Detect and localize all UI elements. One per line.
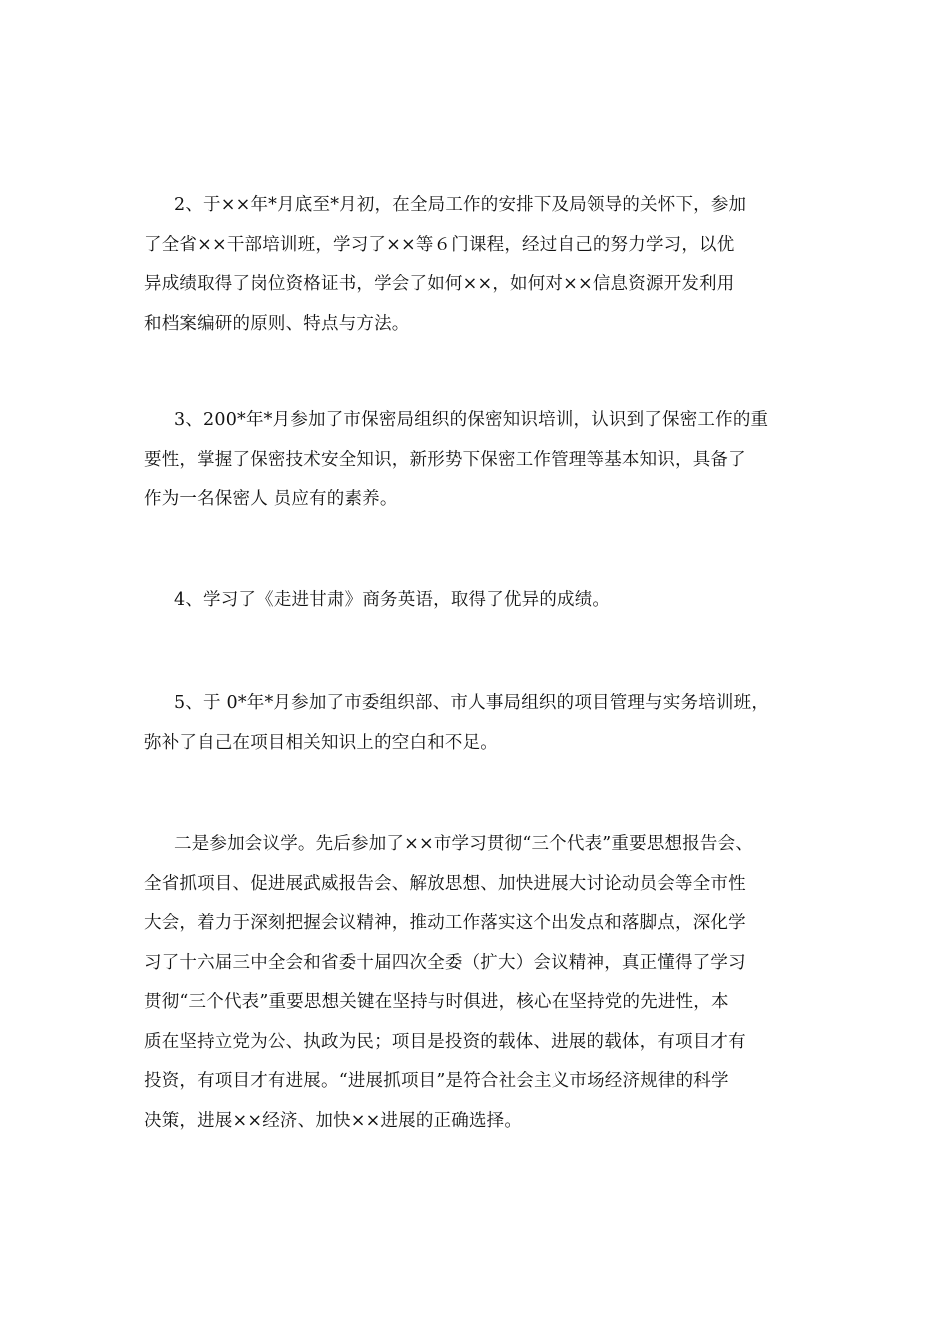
paragraph-line: 要性，掌握了保密技术安全知识，新形势下保密工作管理等基本知识，具备了: [144, 449, 746, 470]
paragraph-line: 4、学习了《走进甘肃》商务英语，取得了优异的成绩。: [174, 590, 611, 610]
paragraph-line: 质在坚持立党为公、执政为民；项目是投资的载体、进展的载体，有项目才有: [144, 1031, 746, 1052]
paragraph-line: 全省抓项目、促进展武威报告会、解放思想、加快进展大讨论动员会等全市性: [144, 873, 746, 894]
paragraph-line: 了全省××干部培训班，学习了××等６门课程，经过自己的努力学习，以优: [144, 234, 735, 255]
paragraph-line: 和档案编研的原则、特点与方法。: [144, 313, 410, 334]
paragraph-line: 2、于××年*月底至*月初，在全局工作的安排下及局领导的关怀下，参加: [174, 195, 747, 215]
paragraph-line: 异成绩取得了岗位资格证书，学会了如何××，如何对××信息资源开发利用: [144, 274, 735, 294]
paragraph-line: 二是参加会议学。先后参加了××市学习贯彻“三个代表”重要思想报告会、: [174, 834, 754, 854]
paragraph-meeting-study: [144, 825, 844, 1141]
paragraph-line: 弥补了自己在项目相关知识上的空白和不足。: [144, 732, 498, 753]
paragraph-line: 作为一名保密人 员应有的素养。: [144, 489, 398, 509]
paragraph-line: 决策，进展××经济、加快××进展的正确选择。: [144, 1110, 523, 1131]
paragraph-line: 5、于 0*年*月参加了市委组织部、市人事局组织的项目管理与实务培训班，: [174, 693, 770, 713]
paragraph-item-4: [144, 581, 844, 621]
paragraph-line: 投资，有项目才有进展。“进展抓项目”是符合社会主义市场经济规律的科学: [144, 1071, 729, 1091]
paragraph-line: 3、200*年*月参加了市保密局组织的保密知识培训，认识到了保密工作的重: [174, 410, 769, 430]
paragraph-item-3: [144, 401, 844, 520]
paragraph-item-2: [144, 186, 844, 344]
paragraph-item-5: [144, 684, 844, 763]
paragraph-line: 贯彻“三个代表”重要思想关键在坚持与时俱进，核心在坚持党的先进性，本: [144, 992, 729, 1012]
paragraph-line: 习了十六届三中全会和省委十届四次全委（扩大）会议精神，真正懂得了学习: [144, 952, 746, 973]
paragraph-line: 大会，着力于深刻把握会议精神，推动工作落实这个出发点和落脚点，深化学: [144, 913, 746, 933]
